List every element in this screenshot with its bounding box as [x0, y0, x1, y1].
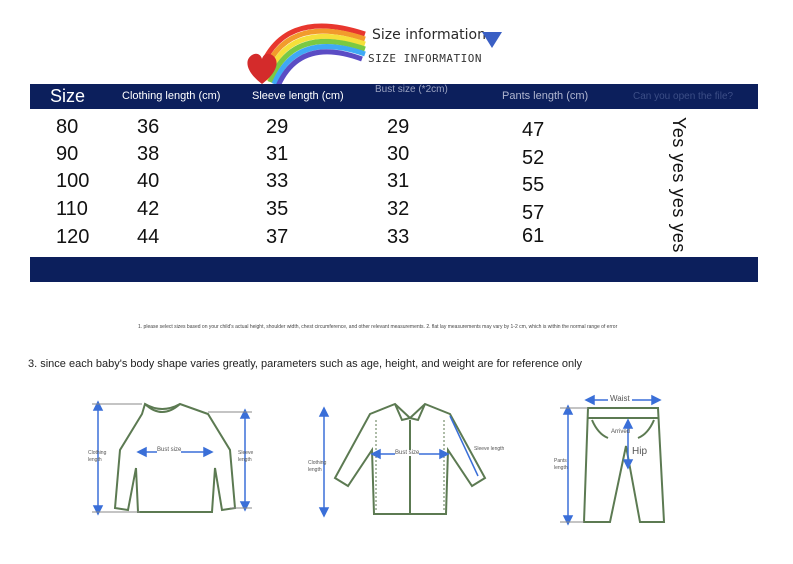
cell-bust-size: 29: [387, 116, 410, 138]
cell-sleeve-length: 37: [266, 226, 289, 248]
shirt-outline-icon: [300, 390, 520, 525]
column-header-size: Size: [50, 86, 86, 106]
table-row: [30, 140, 670, 168]
cell-sleeve-length: 31: [266, 143, 289, 165]
cell-pants-length: 61: [522, 225, 545, 247]
size-table-header: [30, 84, 758, 109]
cell-size: 90: [56, 143, 79, 165]
cell-clothing-length: 44: [137, 226, 160, 248]
cell-clothing-length: 40: [137, 170, 160, 192]
cell-sleeve-length: 29: [266, 116, 289, 138]
column-header-bust-size: Bust size (*2cm): [375, 84, 448, 95]
column-header-sleeve-length: Sleeve length (cm): [252, 90, 344, 102]
label-arrived: Arrived: [611, 429, 631, 435]
cell-pants-length: 57: [522, 202, 545, 224]
cell-pants-length: 52: [522, 147, 545, 169]
pants-diagram: [550, 390, 690, 535]
size-table-footer: [30, 257, 758, 282]
label-pants-length: Pants length: [554, 458, 568, 471]
sweater-diagram: [80, 390, 270, 525]
page-header: [0, 0, 793, 84]
cell-bust-size: 33: [387, 226, 410, 248]
title-caps: SIZE INFORMATION: [368, 52, 482, 65]
cell-clothing-length: 38: [137, 143, 160, 165]
cell-pants-length: 47: [522, 119, 545, 141]
table-row: [30, 113, 670, 141]
note-measurement-guidance: 1. please select sizes based on your child's actual height, shoulder width, chest circumference, and other relevant measurements. 2. flat lay measurements may vary by 1-2 cm, which is within the normal range of error: [138, 324, 618, 330]
size-table-body: [30, 109, 758, 257]
cell-sleeve-length: 35: [266, 198, 289, 220]
triangle-down-icon: [481, 31, 503, 49]
label-waist: Waist: [610, 394, 630, 403]
column-header-pants-length: Pants length (cm): [502, 90, 589, 102]
rainbow-icon: [240, 6, 370, 86]
table-row: [30, 195, 670, 223]
cell-clothing-length: 36: [137, 116, 160, 138]
cell-size: 100: [56, 170, 90, 192]
shirt-diagram: [300, 390, 520, 525]
cell-clothing-length: 42: [137, 198, 160, 220]
title-english: Size information: [372, 27, 486, 43]
label-bust-size: Bust size: [395, 450, 420, 456]
cell-sleeve-length: 33: [266, 170, 289, 192]
cell-bust-size: 32: [387, 198, 410, 220]
table-row: [30, 223, 670, 251]
cell-size: 80: [56, 116, 79, 138]
column-header-clothing-length: Clothing length (cm): [122, 90, 221, 102]
label-hip: Hip: [632, 446, 648, 457]
note-body-shape: 3. since each baby's body shape varies greatly, parameters such as age, height, and weight are for reference only: [28, 358, 583, 370]
cell-pants-length: 55: [522, 174, 545, 196]
header-side-note: Can you open the file?: [633, 91, 734, 102]
label-sleeve-length: Sleeve length: [474, 446, 505, 452]
cell-size: 120: [56, 226, 90, 248]
table-row: [30, 167, 670, 195]
cell-bust-size: 31: [387, 170, 410, 192]
vertical-yes-text: Yes yes yes yes: [669, 117, 689, 253]
label-bust-size: Bust size: [157, 447, 182, 453]
label-clothing-length: Clothing length: [308, 460, 327, 473]
cell-bust-size: 30: [387, 143, 410, 165]
cell-size: 110: [56, 198, 88, 220]
label-clothing-length: Clothing length: [88, 450, 107, 463]
label-sleeve-length: Sleeve length: [238, 450, 254, 463]
